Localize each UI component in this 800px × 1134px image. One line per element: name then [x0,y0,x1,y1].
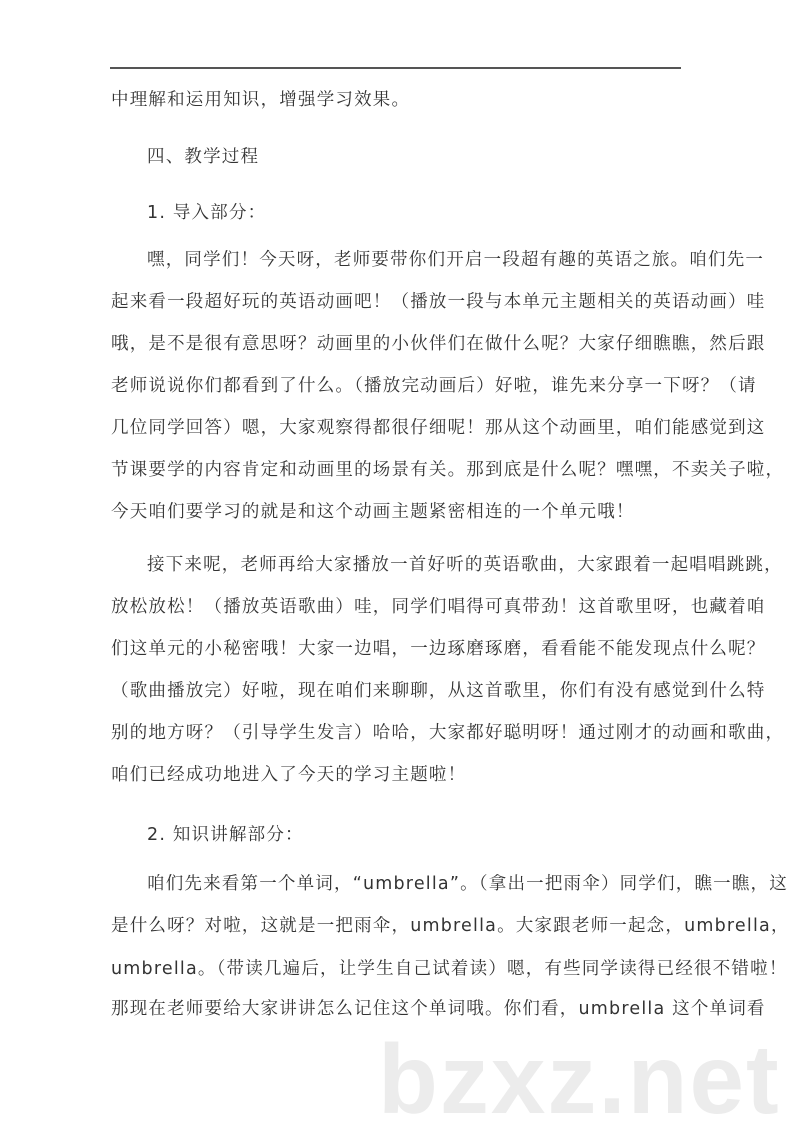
paragraph-line: umbrella。（带读几遍后，让学生自己试着读）嗯，有些同学读得已经很不错啦！ [111,959,788,979]
paragraph-line: 放松放松！（播放英语歌曲）哇，同学们唱得可真带劲！这首歌里呀，也藏着咱 [111,597,766,617]
section-heading: 四、教学过程 [147,147,260,167]
paragraph-line: 们这单元的小秘密哦！大家一边唱，一边琢磨琢磨，看看能不能发现点什么呢？ [111,639,766,659]
paragraph-line: 嘿，同学们！今天呀，老师要带你们开启一段超有趣的英语之旅。咱们先一 [147,250,765,270]
subsection-heading-1: 1. 导入部分： [147,203,267,223]
paragraph-line: 起来看一段超好玩的英语动画吧！（播放一段与本单元主题相关的英语动画）哇 [111,292,766,312]
subsection-heading-2: 2. 知识讲解部分： [147,825,304,845]
paragraph-line: 别的地方呀？（引导学生发言）哈哈，大家都好聪明呀！通过刚才的动画和歌曲， [111,723,785,743]
paragraph-line: （歌曲播放完）好啦，现在咱们来聊聊，从这首歌里，你们有没有感觉到什么特 [111,681,766,701]
paragraph-line: 咱们已经成功地进入了今天的学习主题啦！ [111,765,467,785]
watermark: bzxz.net [378,1024,781,1134]
header-rule [110,67,681,69]
paragraph-line: 接下来呢，老师再给大家播放一首好听的英语歌曲，大家跟着一起唱唱跳跳， [147,555,783,575]
paragraph-line: 那现在老师要给大家讲讲怎么记住这个单词哦。你们看，umbrella 这个单词看 [111,999,766,1019]
paragraph-line: 节课要学的内容肯定和动画里的场景有关。那到底是什么呢？嘿嘿，不卖关子啦， [111,460,785,480]
paragraph-line: 哦，是不是很有意思呀？动画里的小伙伴们在做什么呢？大家仔细瞧瞧，然后跟 [111,334,766,354]
paragraph-line: 几位同学回答）嗯，大家观察得都很仔细呢！那从这个动画里，咱们能感觉到这 [111,418,766,438]
paragraph-line: 是什么呀？对啦，这就是一把雨伞，umbrella。大家跟老师一起念，umbrella， [111,916,790,936]
paragraph-line: 今天咱们要学习的就是和这个动画主题紧密相连的一个单元哦！ [111,502,635,522]
paragraph-line: 咱们先来看第一个单词，“umbrella”。（拿出一把雨伞）同学们，瞧一瞧，这 [147,874,788,894]
continuation-text: 中理解和运用知识，增强学习效果。 [111,90,411,110]
paragraph-line: 老师说说你们都看到了什么。（播放完动画后）好啦，谁先来分享一下呀？（请 [111,376,757,396]
